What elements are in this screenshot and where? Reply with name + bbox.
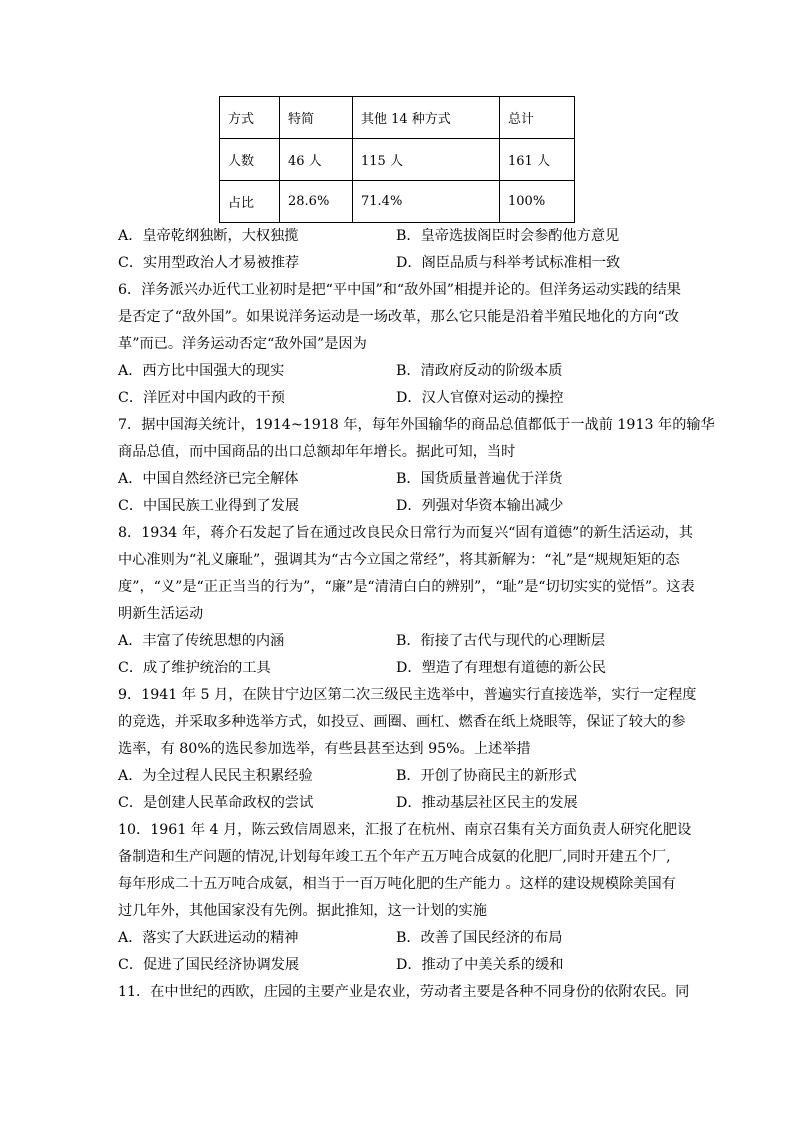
q7-options-row-2	[118, 496, 678, 516]
q5-options-row-1	[118, 226, 678, 246]
q9-option-d[interactable]: D．推动基层社区民主的发展	[396, 795, 578, 811]
q9-option-c[interactable]: C．是创建人民革命政权的尝试	[118, 795, 314, 811]
q6-option-a[interactable]: A．西方比中国强大的现实	[118, 363, 285, 379]
table-header-cell: 特简	[280, 97, 353, 139]
table-cell: 100%	[500, 181, 575, 223]
q9-option-b[interactable]: B．开创了协商民主的新形式	[396, 768, 577, 784]
q8-stem-line: 明新生活运动	[118, 606, 204, 622]
q6-option-b[interactable]: B．清政府反动的阶级本质	[396, 363, 563, 379]
table-header-cell: 方式	[220, 97, 280, 139]
table-cell: 115 人	[353, 139, 500, 181]
q6-stem-line: 6．洋务派兴办近代工业初时是把“平中国”和“敌外国”相提并论的。但洋务运动实践的结果	[118, 282, 681, 298]
q10-option-c[interactable]: C．促进了国民经济协调发展	[118, 957, 300, 973]
q10-options-row-1	[118, 928, 678, 948]
table-row	[220, 139, 575, 181]
table-cell: 161 人	[500, 139, 575, 181]
q5-option-c[interactable]: C．实用型政治人才易被推荐	[118, 255, 300, 271]
q7-option-b[interactable]: B．国货质量普遍优于洋货	[396, 471, 563, 487]
q8-stem-line: 度”，“义”是“正正当当的行为”，“廉”是“清清白白的辨别”，“耻”是“切切实实的觉悟”。这表	[118, 579, 695, 595]
q7-option-d[interactable]: D．列强对华资本输出减少	[396, 498, 564, 514]
q5-option-b[interactable]: B．皇帝选拔阁臣时会参酌他方意见	[396, 228, 620, 244]
q8-options-row-1	[118, 631, 678, 651]
q7-stem-line: 商品总值，而中国商品的出口总额却年年增长。据此可知，当时	[118, 444, 516, 460]
q6-option-d[interactable]: D．汉人官僚对运动的操控	[396, 390, 564, 406]
table-cell: 46 人	[280, 139, 353, 181]
q10-stem-line: 10．1961 年 4 月，陈云致信周恩来，汇报了在杭州、南京召集有关方面负责人研究化肥设	[118, 822, 692, 838]
q10-options-row-2	[118, 955, 678, 975]
table-cell: 人数	[220, 139, 280, 181]
q6-stem-line: 革”而已。洋务运动否定“敌外国”是因为	[118, 336, 367, 352]
q6-stem-line: 是否定了“敌外国”。如果说洋务运动是一场改革，那么它只能是沿着半殖民地化的方向“改	[118, 309, 679, 325]
q7-options-row-1	[118, 469, 678, 489]
table-cell: 71.4%	[353, 181, 500, 223]
q5-options-row-2	[118, 253, 678, 273]
q6-option-c[interactable]: C．洋匠对中国内政的干预	[118, 390, 285, 406]
q10-option-b[interactable]: B．改善了国民经济的布局	[396, 930, 563, 946]
q6-options-row-2	[118, 388, 678, 408]
table-header-cell: 总计	[500, 97, 575, 139]
q5-option-a[interactable]: A．皇帝乾纲独断，大权独揽	[118, 228, 299, 244]
q10-stem-line: 每年形成二十五万吨合成氨，相当于一百万吨化肥的生产能力 。这样的建设规模除美国有	[118, 876, 676, 892]
table-cell: 28.6%	[280, 181, 353, 223]
q10-stem-line: 过几年外，其他国家没有先例。据此推知，这一计划的实施	[118, 903, 487, 919]
q10-option-d[interactable]: D．推动了中美关系的缓和	[396, 957, 564, 973]
q9-options-row-1	[118, 766, 678, 786]
table-header-row	[220, 97, 575, 139]
q6-options-row-1	[118, 361, 678, 381]
table-row	[220, 181, 575, 223]
q9-option-a[interactable]: A．为全过程人民民主积累经验	[118, 768, 313, 784]
q8-option-b[interactable]: B．衔接了古代与现代的心理断层	[396, 633, 606, 649]
q7-stem-line: 7．据中国海关统计，1914~1918 年，每年外国输华的商品总值都低于一战前 1913 年的输华	[118, 417, 715, 433]
q10-option-a[interactable]: A．落实了大跃进运动的精神	[118, 930, 299, 946]
q11-stem-line: 11．在中世纪的西欧，庄园的主要产业是农业，劳动者主要是各种不同身份的依附农民。同	[118, 984, 690, 1000]
q5-option-d[interactable]: D．阁臣品质与科举考试标准相一致	[396, 255, 621, 271]
q7-option-a[interactable]: A．中国自然经济已完全解体	[118, 471, 299, 487]
q8-option-a[interactable]: A．丰富了传统思想的内涵	[118, 633, 285, 649]
q9-stem-line: 选率，有 80%的选民参加选举，有些县甚至达到 95%。上述举措	[118, 741, 531, 757]
q9-options-row-2	[118, 793, 678, 813]
q7-option-c[interactable]: C．中国民族工业得到了发展	[118, 498, 300, 514]
table-header-cell: 其他 14 种方式	[353, 97, 500, 139]
table-cell: 占比	[220, 181, 280, 223]
q9-stem-line: 9．1941 年 5 月，在陕甘宁边区第二次三级民主选举中，普遍实行直接选举，实行一定程度	[118, 687, 697, 703]
q10-stem-line: 备制造和生产问题的情况,计划每年竣工五个年产五万吨合成氨的化肥厂,同时开建五个厂,	[118, 849, 671, 865]
q8-option-d[interactable]: D．塑造了有理想有道德的新公民	[396, 660, 607, 676]
q9-stem-line: 的竞选，并采取多种选举方式，如投豆、画圈、画杠、燃香在纸上烧眼等，保证了较大的参	[118, 714, 686, 730]
q8-option-c[interactable]: C．成了维护统治的工具	[118, 660, 271, 676]
selection-method-table	[219, 96, 575, 223]
q8-options-row-2	[118, 658, 678, 678]
q8-stem-line: 8．1934 年，蒋介石发起了旨在通过改良民众日常行为而复兴“固有道德”的新生活运动，其	[118, 525, 693, 541]
q8-stem-line: 中心准则为“礼义廉耻”，强调其为“古今立国之常经”，将其新解为：“礼”是“规规矩矩的态	[118, 552, 680, 568]
